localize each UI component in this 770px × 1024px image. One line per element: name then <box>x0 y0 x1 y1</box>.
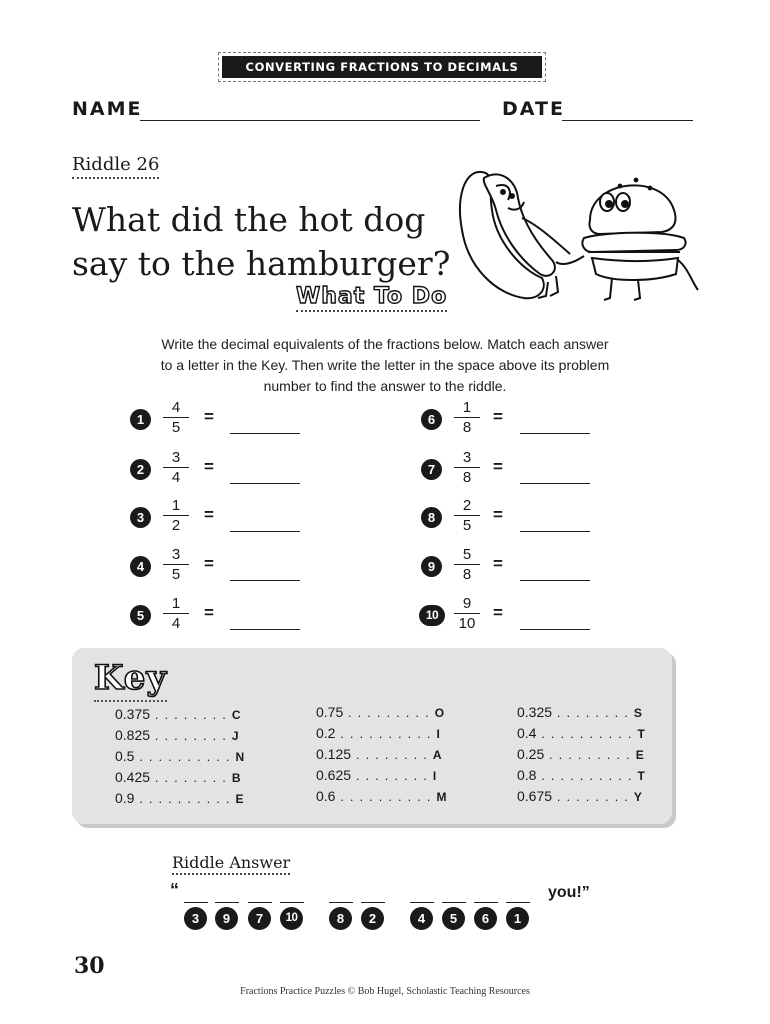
answer-letter-blank[interactable] <box>248 902 272 903</box>
key-entry: 0.9 . . . . . . . . . . E <box>115 790 244 806</box>
answer-number-badge: 2 <box>361 907 384 930</box>
numerator: 5 <box>454 545 480 565</box>
key-column-2 <box>316 704 447 809</box>
answer-blank[interactable] <box>230 531 300 532</box>
problem-1 <box>130 399 310 448</box>
fraction <box>163 398 189 437</box>
equals-sign: = <box>204 505 214 524</box>
problem-3 <box>130 497 310 546</box>
key-entry: 0.125 . . . . . . . . A <box>316 746 442 762</box>
fraction <box>454 496 480 535</box>
denominator: 4 <box>171 615 181 632</box>
hotdog-hamburger-illustration <box>452 158 702 308</box>
answer-blank[interactable] <box>230 580 300 581</box>
problem-number-badge: 5 <box>130 605 151 626</box>
problem-9 <box>421 546 601 595</box>
denominator: 8 <box>462 419 472 436</box>
key-title: Key <box>94 656 167 702</box>
equals-sign: = <box>493 407 503 426</box>
answer-letter-blank[interactable] <box>329 902 353 903</box>
problem-number-badge: 1 <box>130 409 151 430</box>
answer-letter-blank[interactable] <box>474 902 498 903</box>
fraction <box>454 594 480 633</box>
answer-letter-blank[interactable] <box>361 902 385 903</box>
answer-number-badge: 1 <box>506 907 529 930</box>
answer-blank[interactable] <box>520 483 590 484</box>
problem-number-badge: 10 <box>419 605 445 626</box>
equals-sign: = <box>493 554 503 573</box>
name-label: NAME <box>72 98 143 120</box>
numerator: 3 <box>163 545 189 565</box>
fraction <box>454 448 480 487</box>
problem-5 <box>130 595 310 644</box>
problem-4 <box>130 546 310 595</box>
date-label: DATE <box>502 98 565 120</box>
hamburger-icon <box>556 179 698 300</box>
answer-number-badge: 6 <box>474 907 497 930</box>
fraction <box>454 398 480 437</box>
denominator: 5 <box>171 566 181 583</box>
riddle-answer-title: Riddle Answer <box>172 853 290 875</box>
numerator: 3 <box>454 448 480 468</box>
answer-blank[interactable] <box>520 629 590 630</box>
answer-blank[interactable] <box>230 433 300 434</box>
fraction <box>163 448 189 487</box>
instructions-line-2: to a letter in the Key. Then write the letter in the space above its problem <box>160 357 610 373</box>
problem-2 <box>130 449 310 498</box>
equals-sign: = <box>204 407 214 426</box>
key-entry: 0.825 . . . . . . . . J <box>115 727 239 743</box>
question-line-1: What did the hot dog <box>72 200 426 239</box>
denominator: 10 <box>458 615 476 632</box>
riddle-question <box>72 198 462 286</box>
answer-letter-blank[interactable] <box>410 902 434 903</box>
denominator: 2 <box>171 517 181 534</box>
key-entry: 0.625 . . . . . . . . I <box>316 767 437 783</box>
answer-blank[interactable] <box>230 629 300 630</box>
key-entry: 0.375 . . . . . . . . C <box>115 706 241 722</box>
answer-letter-blank[interactable] <box>184 902 208 903</box>
numerator: 1 <box>454 398 480 418</box>
name-field-line[interactable] <box>140 120 480 121</box>
equals-sign: = <box>493 457 503 476</box>
answer-number-badge: 8 <box>329 907 352 930</box>
answer-number-badge: 9 <box>215 907 238 930</box>
key-entry: 0.325 . . . . . . . . S <box>517 704 642 720</box>
denominator: 4 <box>171 469 181 486</box>
numerator: 4 <box>163 398 189 418</box>
answer-number-badge: 4 <box>410 907 433 930</box>
fraction <box>454 545 480 584</box>
page-number: 30 <box>74 953 105 979</box>
riddle-number: Riddle 26 <box>72 154 159 179</box>
key-entry: 0.675 . . . . . . . . Y <box>517 788 642 804</box>
instructions-line-3: number to find the answer to the riddle. <box>263 378 507 394</box>
key-box <box>72 648 672 824</box>
problem-number-badge: 2 <box>130 459 151 480</box>
answer-number-badge: 3 <box>184 907 207 930</box>
numerator: 3 <box>163 448 189 468</box>
instructions-line-1: Write the decimal equivalents of the fractions below. Match each answer <box>161 336 609 352</box>
key-entry: 0.8 . . . . . . . . . . T <box>517 767 645 783</box>
key-entry: 0.25 . . . . . . . . . E <box>517 746 644 762</box>
problem-10 <box>419 595 599 644</box>
answer-blank[interactable] <box>520 433 590 434</box>
answer-ending: you!” <box>548 884 590 901</box>
denominator: 5 <box>462 517 472 534</box>
key-entry: 0.6 . . . . . . . . . . M <box>316 788 447 804</box>
fraction <box>163 594 189 633</box>
problem-8 <box>421 497 601 546</box>
equals-sign: = <box>493 603 503 622</box>
key-entry: 0.5 . . . . . . . . . . N <box>115 748 245 764</box>
problem-6 <box>421 399 601 448</box>
numerator: 1 <box>163 594 189 614</box>
equals-sign: = <box>493 505 503 524</box>
problem-number-badge: 8 <box>421 507 442 528</box>
what-to-do-heading: What To Do <box>296 284 447 312</box>
answer-letter-blank[interactable] <box>442 902 466 903</box>
fraction <box>163 496 189 535</box>
key-column-1 <box>115 706 244 811</box>
key-entry: 0.4 . . . . . . . . . . T <box>517 725 645 741</box>
answer-number-badge: 10 <box>280 907 303 930</box>
open-quote: “ <box>170 880 179 900</box>
answer-letter-blank[interactable] <box>280 902 304 903</box>
equals-sign: = <box>204 554 214 573</box>
problem-number-badge: 3 <box>130 507 151 528</box>
answer-blank[interactable] <box>520 580 590 581</box>
answer-blank[interactable] <box>520 531 590 532</box>
problem-number-badge: 9 <box>421 556 442 577</box>
key-entry: 0.2 . . . . . . . . . . I <box>316 725 440 741</box>
denominator: 8 <box>462 566 472 583</box>
answer-letter-blank[interactable] <box>506 902 530 903</box>
problem-7 <box>421 449 601 498</box>
fraction <box>163 545 189 584</box>
equals-sign: = <box>204 603 214 622</box>
date-field-line[interactable] <box>562 120 693 121</box>
key-column-3 <box>517 704 645 809</box>
answer-number-badge: 7 <box>248 907 271 930</box>
denominator: 8 <box>462 469 472 486</box>
title-banner <box>218 52 546 82</box>
question-line-2: say to the hamburger? <box>72 244 451 283</box>
instructions <box>118 334 652 397</box>
numerator: 1 <box>163 496 189 516</box>
banner-text: CONVERTING FRACTIONS TO DECIMALS <box>222 56 542 78</box>
footer-credit: Fractions Practice Puzzles © Bob Hugel, Scholastic Teaching Resources <box>240 986 530 997</box>
answer-letter-blank[interactable] <box>215 902 239 903</box>
hotdog-icon <box>460 172 570 298</box>
key-entry: 0.75 . . . . . . . . . O <box>316 704 445 720</box>
equals-sign: = <box>204 457 214 476</box>
answer-blank[interactable] <box>230 483 300 484</box>
problem-number-badge: 6 <box>421 409 442 430</box>
problem-number-badge: 4 <box>130 556 151 577</box>
answer-number-badge: 5 <box>442 907 465 930</box>
problem-number-badge: 7 <box>421 459 442 480</box>
numerator: 9 <box>454 594 480 614</box>
numerator: 2 <box>454 496 480 516</box>
key-entry: 0.425 . . . . . . . . B <box>115 769 241 785</box>
denominator: 5 <box>171 419 181 436</box>
